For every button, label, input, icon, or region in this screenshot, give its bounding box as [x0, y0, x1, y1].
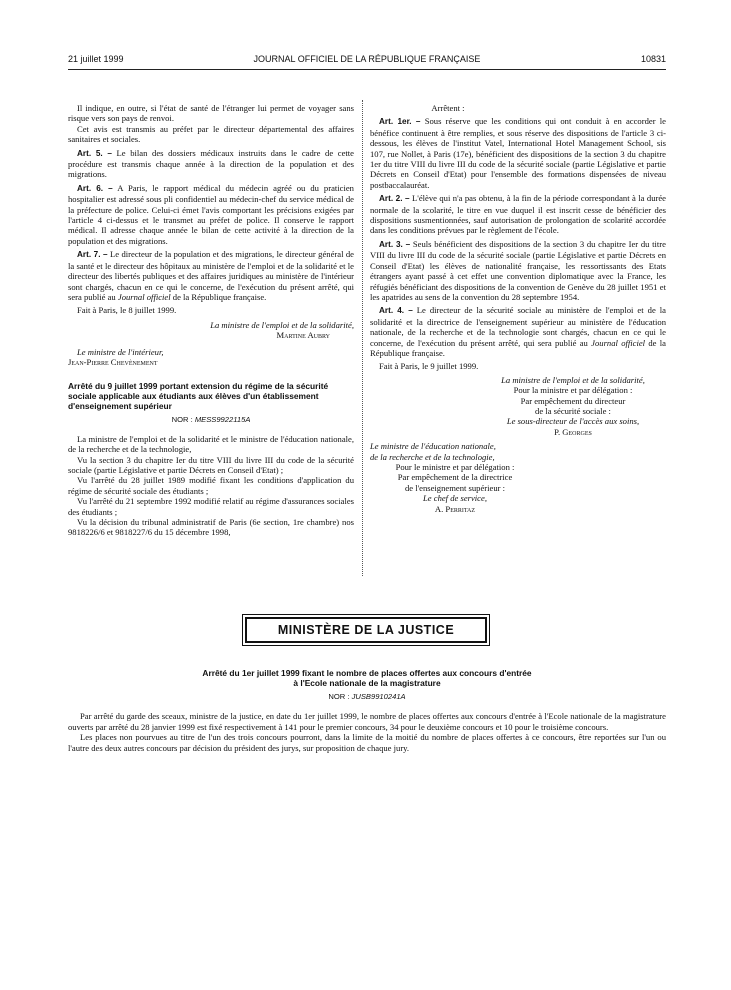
- signature-line: Le ministre de l'éducation nationale,: [370, 441, 496, 452]
- signature-line: Par empêchement de la directrice: [397, 472, 513, 483]
- left-column: [68, 103, 354, 538]
- header-journal-title: JOURNAL OFFICIEL DE LA RÉPUBLIQUE FRANÇAISE: [253, 54, 481, 64]
- article-7: [68, 249, 354, 302]
- paragraph: Par arrêté du garde des sceaux, ministre de la justice, en date du 1er juillet 1999, le nombre de places offertes aux concours d'entrée à l'Ecole nationale de la magistrature ouverts par arrêté du 28 janvier 1999 est fixé respectivement à 141 pour le premier concours, 34 pour le deuxième concours et 10 pour le troisième concours.: [68, 711, 666, 732]
- header-date: 21 juillet 1999: [68, 54, 124, 64]
- signature-education: [370, 441, 540, 514]
- signature-employment: [370, 375, 666, 437]
- article-text: Le bilan des dossiers médicaux instruits dans le cadre de cette procédure est transmis chaque année à la direction de la population et des migrations.: [68, 147, 354, 180]
- article-label: Art. 7. –: [77, 250, 108, 260]
- signature-line: Le chef de service,: [423, 493, 487, 504]
- signature-name: A. Perritaz: [434, 503, 476, 514]
- signature-name: Jean-Pierre Chevènement: [68, 356, 158, 367]
- signature-name: Martine Aubry: [276, 330, 330, 341]
- article-6: [68, 183, 354, 246]
- paragraph: Vu l'arrêté du 21 septembre 1992 modifié relatif au régime d'assurances sociales des étudiants ;: [68, 496, 354, 517]
- article-label: Art. 3. –: [379, 239, 411, 249]
- signature-line: de la sécurité sociale :: [535, 405, 611, 416]
- signature-interior: [68, 347, 354, 368]
- article-label: Art. 4. –: [379, 306, 413, 316]
- decree-title: Arrêté du 9 juillet 1999 portant extension du régime de la sécurité sociale applicable aux étudiants aux élèves d'un établissement d'enseignement supérieur: [68, 381, 329, 412]
- paragraph: Les places non pourvues au titre de l'un des trois concours pourront, dans la limite de la moitié du nombre de places offertes à ce concours, être reportées sur l'un ou l'autre des deux autres concours par décision du président des jurys, sur proposition de chaque jury.: [68, 732, 666, 753]
- article-text: A Paris, le rapport médical du médecin agréé ou du praticien hospitalier est adressé sous pli confidentiel au médecin-chef du service médical de la préfecture de police. Celui-ci émet l'avis comportant les précisions exigées par l'article 4 ci-dessus et le transmet au préfet de police. Il conserve le rapport médical. Il adresse chaque année le bilan de cette activité à la direction de la population et des migrations.: [68, 182, 354, 246]
- done-at-paris: Fait à Paris, le 8 juillet 1999.: [77, 305, 177, 316]
- paragraph: La ministre de l'emploi et de la solidarité et le ministre de l'éducation nationale, de la recherche et de la technologie,: [68, 433, 354, 455]
- article-text: L'élève qui n'a pas obtenu, à la fin de la période correspondant à la durée normale de la scolarité, le titre en vue duquel il est inscrit cesse de bénéficier des dispositions susmentionnées, sauf autorisation de prolongation de scolarité accordée dans les conditions prévues par le règlement de l'école.: [370, 193, 666, 236]
- right-column: [370, 103, 666, 514]
- paragraph: Vu la décision du tribunal administratif de Paris (6e section, 1re chambre) nos 9818226/6 et 9818227/6 du 15 décembre 1998,: [68, 517, 354, 538]
- signature-role: La ministre de l'emploi et de la solidarité,: [210, 319, 354, 330]
- article-text: Le directeur de la sécurité sociale au ministère de l'emploi et de la solidarité et la directrice de l'enseignement supérieur au ministère de l'éducation nationale, de la recherche et de la technologie sont chargés, chacun en ce qui le concerne, de l'exécution du présent arrêté, qui sera publié au: [370, 305, 666, 348]
- signature-line: Par empêchement du directeur: [520, 395, 626, 406]
- article-2: [370, 193, 666, 236]
- article-label: Art. 5. –: [77, 148, 112, 158]
- ministry-heading: MINISTÈRE DE LA JUSTICE: [245, 617, 487, 643]
- signature-line: de la recherche et de la technologie,: [370, 451, 495, 462]
- article-text: de la République française.: [370, 337, 666, 358]
- paragraph: Vu la section 3 du chapitre Ier du titre VIII du livre III du code de la sécurité sociale (partie Législative et partie Décrets en Conseil d'Etat) ;: [68, 454, 354, 475]
- article-3: [370, 239, 666, 302]
- article-label: Art. 2. –: [379, 194, 410, 204]
- signature-line: Pour le ministre et par délégation :: [395, 462, 515, 472]
- nor-reference: [68, 415, 354, 425]
- nor-code: MESS9922115A: [194, 415, 251, 425]
- signature-line: de l'enseignement supérieur :: [404, 482, 506, 493]
- article-label: Art. 1er. –: [379, 117, 421, 127]
- article-text: Sous réserve que les conditions qui ont conduit à en accorder le bénéfice continuent à être remplies, et sous réserve des dispositions de l'article 3 ci-dessous, les élèves de l'institut Vatel, International Hotel Management School, sis 107, rue Nollet, à Paris (17e), bénéficient des dispositions de la section 3 du chapitre 1er du titre VIII du livre III du code de la sécurité sociale (partie Législative et partie Décrets en Conseil d'Etat) pour l'ensemble des formations dispensées de niveau postbaccalauréat.: [370, 116, 666, 190]
- column-divider: [362, 100, 363, 576]
- signature-name: P. Georges: [554, 426, 592, 437]
- paragraph: Vu l'arrêté du 28 juillet 1989 modifié fixant les conditions d'application du régime de sécurité sociale des étudiants ;: [68, 475, 354, 496]
- journal-officiel-ref: Journal officiel: [117, 291, 171, 302]
- header-rule: [68, 69, 666, 70]
- signature-name-line: [68, 330, 354, 340]
- paragraph: Il indique, en outre, si l'état de santé de l'étranger lui permet de voyager sans risque vers son pays de renvoi.: [68, 103, 354, 124]
- article-text: Le directeur de la population et des migrations, le directeur général de la santé et le directeur des hôpitaux au ministère de l'emploi et de la solidarité et le directeur des libertés publiques et des affaires juridiques au ministère de l'intérieur sont chargés, chacun en ce qui le concerne, de l'exécution du présent arrêté, qui sera publié au: [68, 249, 354, 302]
- nor-reference: [68, 692, 666, 703]
- signature-name-line: [68, 357, 354, 367]
- signature-line: Pour la ministre et par délégation :: [513, 385, 633, 396]
- nor-code: JUSB9910241A: [351, 692, 406, 702]
- nor-label: NOR :: [328, 692, 352, 702]
- decree-title-line: à l'Ecole nationale de la magistrature: [293, 678, 441, 689]
- nor-label: NOR :: [171, 415, 195, 425]
- journal-officiel-ref: Journal officiel: [591, 337, 646, 348]
- justice-decree: [68, 668, 666, 753]
- signature-line: La ministre de l'emploi et de la solidarité,: [501, 374, 645, 385]
- article-text: de la République française.: [170, 291, 267, 302]
- article-label: Art. 6. –: [77, 183, 113, 193]
- signature-line: Le sous-directeur de l'accès aux soins,: [506, 416, 640, 427]
- page-header: [68, 54, 666, 68]
- article-text: Seuls bénéficient des dispositions de la section 3 du chapitre Ier du titre VIII du livre III du code de la sécurité sociale (partie Législative et partie Décrets en Conseil d'Etat) les élèves de nationalité française, les ressortissants des Etats étrangers ayant passé à cet effet une convention diplomatique avec la France, les réfugiés bénéficiant des dispositions de la convention de Genève du 28 juillet 1951 et les apatrides au sens de la convention du 28 septembre 1954.: [370, 238, 666, 302]
- paragraph: Cet avis est transmis au préfet par le directeur départemental des affaires sanitaires et sociales.: [68, 123, 354, 145]
- article-4: [370, 305, 666, 358]
- decree-title-line: Arrêté du 1er juillet 1999 fixant le nombre de places offertes aux concours d'entrée: [202, 668, 532, 678]
- arretent: Arrêtent :: [431, 103, 465, 113]
- signature-role: Le ministre de l'intérieur,: [77, 346, 164, 357]
- article-5: [68, 148, 354, 180]
- done-at-paris: Fait à Paris, le 9 juillet 1999.: [379, 361, 479, 372]
- article-1: [370, 116, 666, 190]
- header-page-number: 10831: [640, 54, 666, 64]
